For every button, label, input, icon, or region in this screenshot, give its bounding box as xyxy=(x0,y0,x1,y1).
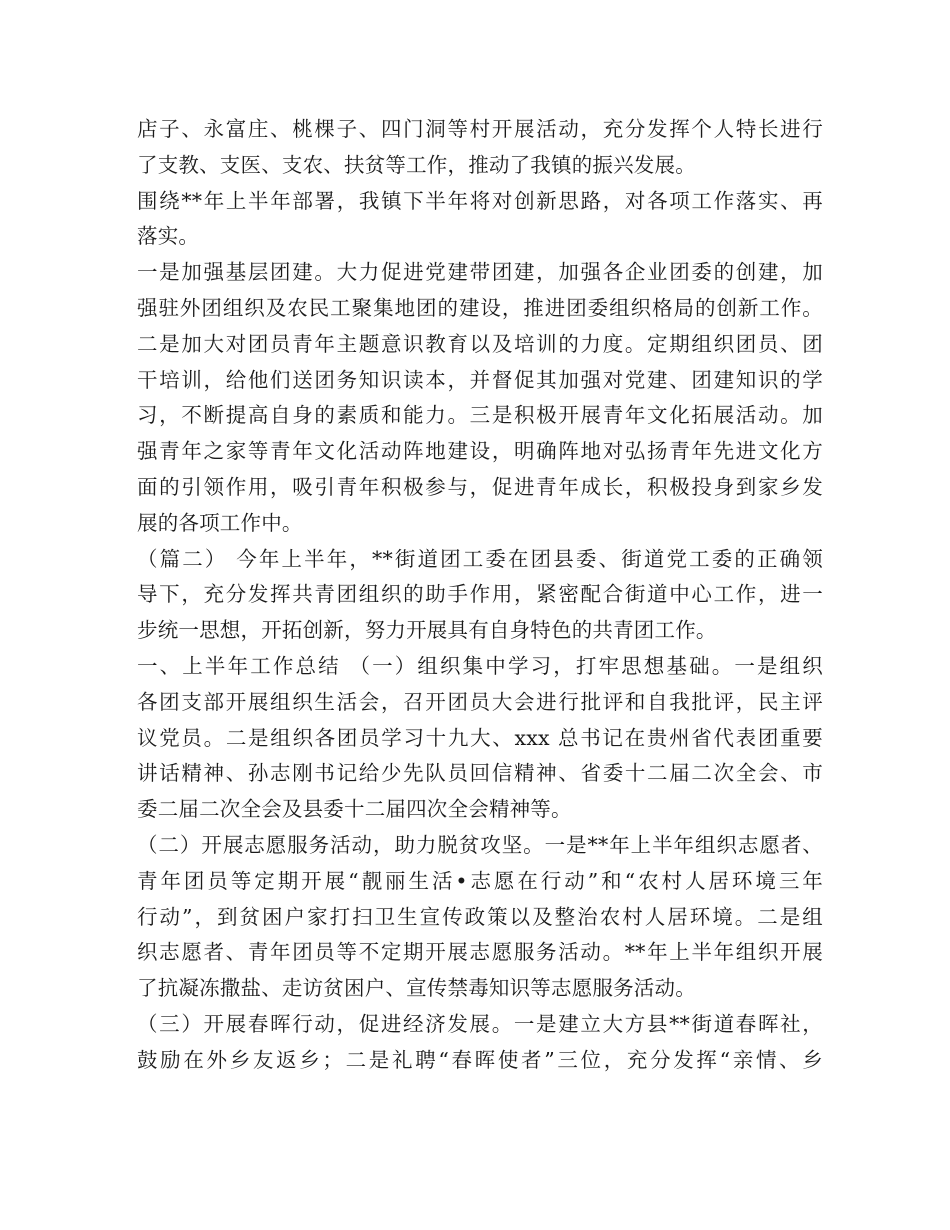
text-line: （篇二） 今年上半年，**街道团工委在团县委、街道党工委的正确领 xyxy=(137,546,823,571)
text-line: 二是加大对团员青年主题意识教育以及培训的力度。定期组织团员、团 xyxy=(137,331,823,356)
text-line: 店子、永富庄、桃棵子、四门洞等村开展活动，充分发挥个人特长进行 xyxy=(137,117,823,141)
text-line: 各团支部开展组织生活会，召开团员大会进行批评和自我批评，民主评 xyxy=(137,689,823,714)
document-body-text xyxy=(137,112,823,1079)
text-line: 了抗凝冻撒盐、走访贫困户、宣传禁毒知识等志愿服务活动。 xyxy=(137,976,696,1001)
text-line: 导下，充分发挥共青团组织的助手作用，紧密配合街道中心工作，进一 xyxy=(137,582,823,607)
text-line: 步统一思想，开拓创新，努力开展具有自身特色的共青团工作。 xyxy=(137,618,717,643)
text-line: 落实。 xyxy=(137,224,200,249)
text-line: 面的引领作用，吸引青年积极参与，促进青年成长，积极投身到家乡发 xyxy=(137,474,823,499)
text-line: （三）开展春晖行动，促进经济发展。一是建立大方县**街道春晖社， xyxy=(137,1011,823,1036)
text-line: 了支教、支医、支农、扶贫等工作，推动了我镇的振兴发展。 xyxy=(137,152,696,177)
text-line: 织志愿者、青年团员等不定期开展志愿服务活动。**年上半年组织开展 xyxy=(137,940,823,965)
text-line: 强驻外团组织及农民工聚集地团的建设，推进团委组织格局的创新工作。 xyxy=(137,295,823,320)
text-line: 习，不断提高自身的素质和能力。三是积极开展青年文化拓展活动。加 xyxy=(137,403,823,428)
text-line: 干培训，给他们送团务知识读本，并督促其加强对党建、团建知识的学 xyxy=(137,367,823,392)
text-line: 讲话精神、孙志刚书记给少先队员回信精神、省委十二届二次全会、市 xyxy=(137,761,823,786)
text-line: 一是加强基层团建。大力促进党建带团建，加强各企业团委的创建，加 xyxy=(137,260,823,285)
text-line: 强青年之家等青年文化活动阵地建设，明确阵地对弘扬青年先进文化方 xyxy=(137,439,823,464)
text-line: 鼓励在外乡友返乡；二是礼聘“春晖使者”三位，充分发挥“亲情、乡 xyxy=(137,1047,823,1072)
text-line: 一、上半年工作总结 （一）组织集中学习，打牢思想基础。一是组织 xyxy=(137,653,823,678)
text-line: 展的各项工作中。 xyxy=(137,510,303,535)
text-line: 行动”，到贫困户家打扫卫生宣传政策以及整治农村人居环境。二是组 xyxy=(137,904,823,929)
text-line: 青年团员等定期开展“靓丽生活•志愿在行动”和“农村人居环境三年 xyxy=(137,868,823,893)
text-line: （二）开展志愿服务活动，助力脱贫攻坚。一是**年上半年组织志愿者、 xyxy=(137,832,823,857)
text-line: 委二届二次全会及县委十二届四次全会精神等。 xyxy=(137,797,572,822)
text-line: 围绕**年上半年部署，我镇下半年将对创新思路，对各项工作落实、再 xyxy=(137,188,823,213)
text-line: 议党员。二是组织各团员学习十九大、xxx 总书记在贵州省代表团重要 xyxy=(137,725,823,750)
